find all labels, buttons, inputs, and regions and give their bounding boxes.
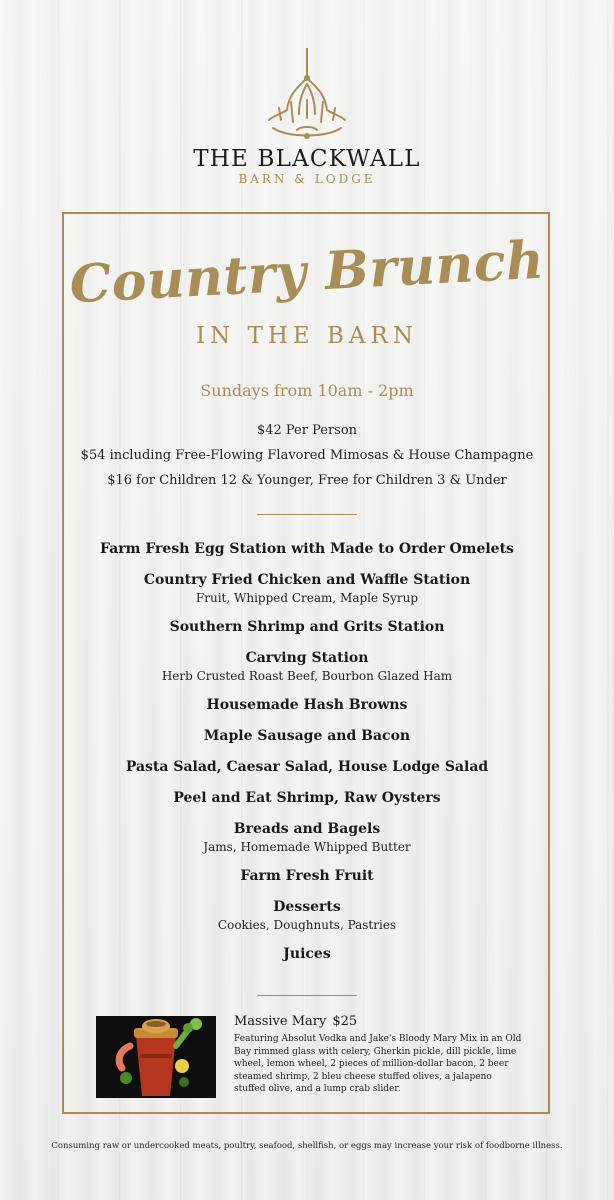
menu-item — [0, 617, 614, 637]
menu-item-title: Desserts — [273, 899, 341, 915]
brand-name: THE BLACKWALL — [193, 146, 421, 172]
menu-list — [0, 539, 614, 975]
feature-price: $25 — [332, 1014, 358, 1029]
menu-item — [0, 944, 614, 964]
menu-item-title: Juices — [283, 946, 331, 962]
divider-top — [257, 514, 357, 515]
bloody-mary-photo — [96, 1016, 216, 1098]
menu-item-title: Farm Fresh Fruit — [240, 868, 374, 884]
menu-item-title: Pasta Salad, Caesar Salad, House Lodge Salad — [125, 759, 489, 775]
logo — [0, 48, 614, 186]
feature-header — [234, 1013, 526, 1031]
menu-item — [0, 788, 614, 808]
page-title: Country Brunch — [68, 229, 546, 316]
price-line: $16 for Children 12 & Younger, Free for Children 3 & Under — [107, 473, 507, 488]
menu-item-desc: Jams, Homemade Whipped Butter — [203, 840, 411, 854]
divider-bottom — [257, 995, 357, 996]
menu-item-title: Maple Sausage and Bacon — [203, 728, 411, 744]
menu-item-desc: Cookies, Doughnuts, Pastries — [217, 918, 397, 932]
brand-subtitle: BARN & LODGE — [238, 172, 376, 186]
menu-item-title: Breads and Bagels — [233, 821, 381, 837]
chandelier-icon — [267, 48, 347, 142]
menu-item — [0, 819, 614, 855]
feature-drink — [234, 1013, 526, 1096]
hours: Sundays from 10am - 2pm — [200, 381, 414, 400]
menu-item — [0, 648, 614, 684]
menu-item — [0, 539, 614, 559]
disclaimer: Consuming raw or undercooked meats, poultry, seafood, shellfish, or eggs may increase your risk of foodborne illness. — [51, 1141, 563, 1151]
menu-item — [0, 570, 614, 606]
menu-item-title: Country Fried Chicken and Waffle Station — [143, 572, 471, 588]
menu-item-desc: Fruit, Whipped Cream, Maple Syrup — [195, 591, 419, 605]
menu-item — [0, 695, 614, 715]
menu-item-title: Farm Fresh Egg Station with Made to Order Omelets — [100, 541, 514, 557]
feature-name: Massive Mary — [234, 1014, 327, 1029]
page-subtitle: IN THE BARN — [196, 323, 418, 349]
price-line: $42 Per Person — [256, 423, 358, 438]
price-line: $54 including Free-Flowing Flavored Mimosas & House Champagne — [80, 448, 534, 463]
menu-item — [0, 897, 614, 933]
menu-item-title: Peel and Eat Shrimp, Raw Oysters — [173, 790, 441, 806]
menu-item-title: Housemade Hash Browns — [206, 697, 408, 713]
menu-item — [0, 757, 614, 777]
feature-description: Featuring Absolut Vodka and Jake's Bloody Mary Mix in an Old Bay rimmed glass with celery, Gherkin pickle, dill pickle, lime wheel, lemon wheel, 2 pieces of million-dollar bacon, 2 beer steamed shrimp, 2 bleu cheese stuffed olives, a jalapeno stuffed olive, and a lump crab slider. — [234, 1034, 522, 1094]
menu-item — [0, 866, 614, 886]
pricing — [0, 418, 614, 493]
menu-item-title: Southern Shrimp and Grits Station — [169, 619, 445, 635]
menu-item-title: Carving Station — [245, 650, 369, 666]
menu-item-desc: Herb Crusted Roast Beef, Bourbon Glazed Ham — [161, 669, 453, 683]
menu-item — [0, 726, 614, 746]
